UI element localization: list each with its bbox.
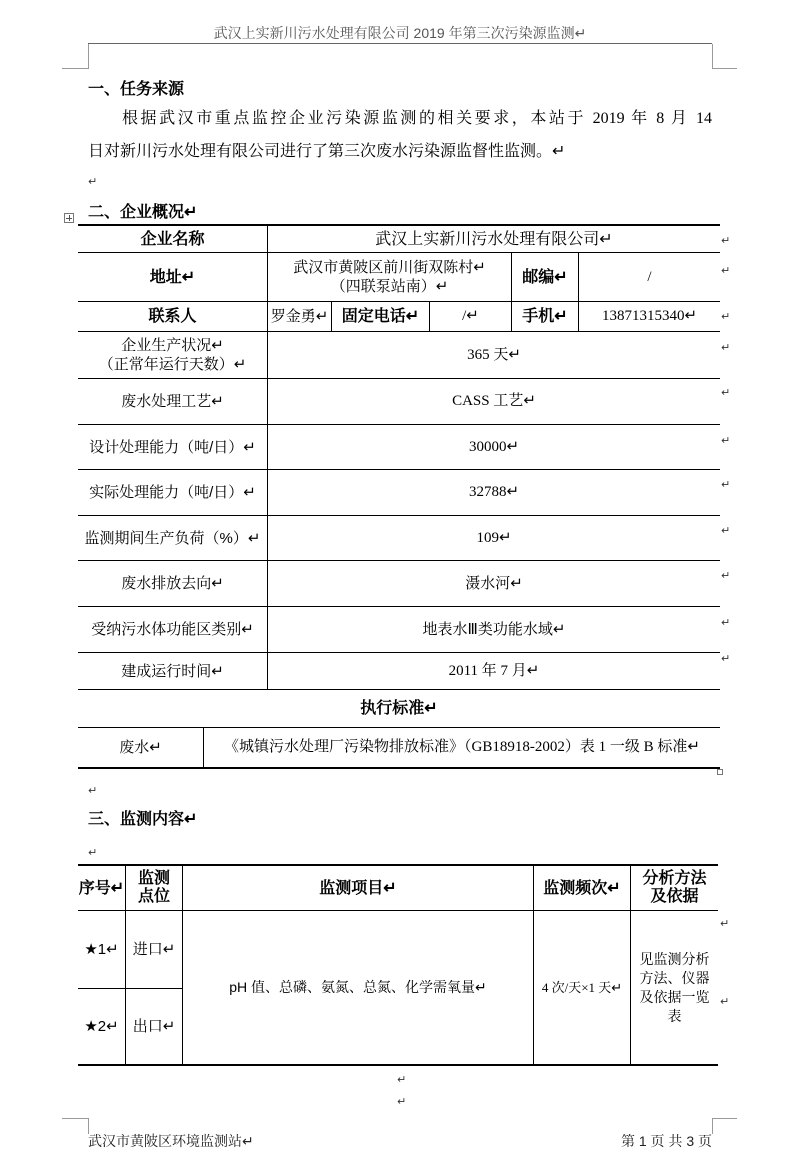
label-line: （正常年运行天数）↵ [98,356,247,373]
move-cross-icon [66,218,72,219]
monitoring-items: pH 值、总磷、氨氮、总氮、化学需氧量↵ [229,979,487,995]
label-line: 企业生产状况↵ [121,337,224,354]
header-line: 点位 [137,888,170,905]
section-heading-task-source: 一、任务来源 [88,81,185,98]
monitoring-point: 出口↵ [132,1018,176,1035]
column-header-no: 序号↵ [78,879,125,897]
section-heading-monitoring-content: 三、监测内容↵ [88,811,198,828]
column-header-item: 监测项目↵ [319,879,397,897]
row-number: ★1↵ [84,941,119,958]
row-end-mark: ↵ [721,569,731,582]
header-line: 监测 [137,870,170,887]
paragraph-mark: ↵ [88,846,98,859]
row-end-mark: ↵ [721,341,731,354]
paragraph-mark: ↵ [397,1095,407,1108]
contact-value: 罗金勇↵ [270,308,329,325]
table-resize-handle[interactable] [717,769,723,775]
address-label: 地址↵ [149,268,196,286]
crop-mark-bottom-right [712,1118,713,1134]
section-heading-company-overview: 二、企业概况↵ [88,204,198,221]
monitoring-frequency: 4 次/天×1 天↵ [541,980,623,995]
row-end-mark: ↵ [721,478,731,491]
mobile-value: 13871315340↵ [601,308,698,324]
paragraph-mark: ↵ [88,784,98,797]
treatment-process-value: CASS 工艺↵ [452,393,536,409]
water-function-class-value: 地表水Ⅲ类功能水域↵ [422,621,566,638]
row-end-mark: ↵ [721,434,731,447]
table-rule [78,767,720,769]
design-capacity-label: 设计处理能力（吨/日）↵ [89,438,256,456]
standard-value: 《城镇污水处理厂污染物排放标准》（GB18918-2002）表 1 一级 B 标准↵ [224,739,700,755]
column-header-point [126,866,182,910]
row-end-mark: ↵ [721,264,731,277]
postcode-value: / [647,268,652,285]
crop-mark-top-left [62,68,89,69]
load-value: 109↵ [476,529,512,546]
header-line: 分析方法 [642,870,707,887]
analysis-method: 见监测分析方法、仪器及依据一览表 [639,950,710,1024]
monitoring-point: 进口↵ [132,941,176,958]
company-name-label: 企业名称 [140,230,205,248]
postcode-label: 邮编↵ [522,268,568,286]
row-end-mark: ↵ [721,310,731,323]
phone-label: 固定电话↵ [341,308,420,325]
phone-value: /↵ [462,308,479,324]
operation-date-label: 建成运行时间↵ [121,662,224,680]
address-line: （四联泵站南）↵ [330,278,449,295]
design-capacity-value: 30000↵ [468,438,520,455]
page-header-title: 武汉上实新川污水处理有限公司 2019 年第三次污染源监测↵ [213,25,587,41]
production-status-value: 365 天↵ [467,346,521,363]
paragraph-line: 日对新川污水处理有限公司进行了第三次废水污染源监督性监测。↵ [88,143,566,160]
row-number: ★2↵ [84,1018,119,1035]
crop-mark-top-right [712,44,713,68]
paragraph-mark: ↵ [397,1073,407,1086]
row-end-mark: ↵ [721,616,731,629]
load-label: 监测期间生产负荷（%）↵ [84,529,261,547]
mobile-label: 手机↵ [522,308,568,325]
crop-mark-bottom-right [712,1118,737,1119]
row-end-mark: ↵ [721,524,731,537]
actual-capacity-value: 32788↵ [468,484,520,500]
treatment-process-label: 废水处理工艺↵ [121,393,224,410]
standard-heading: 执行标准↵ [360,700,438,717]
address-line: 武汉市黄陂区前川街双陈村↵ [293,259,486,276]
row-end-mark: ↵ [720,917,730,930]
row-end-mark: ↵ [721,652,731,665]
contact-label: 联系人 [148,308,197,325]
production-status-label [78,332,267,378]
column-header-frequency: 监测频次↵ [543,879,621,897]
operation-date-value: 2011 年 7 月↵ [448,662,540,679]
crop-mark-top-left [88,44,89,68]
standard-label: 废水↵ [119,739,162,756]
column-header-method [631,866,718,910]
crop-mark-bottom-left [88,1118,89,1134]
header-underline [88,43,712,44]
table-move-handle[interactable] [64,213,74,223]
footer-organization: 武汉市黄陂区环境监测站↵ [88,1133,254,1149]
discharge-destination-value: 滠水河↵ [465,575,523,592]
row-end-mark: ↵ [721,234,731,247]
row-end-mark: ↵ [721,386,731,399]
crop-mark-top-right [712,68,737,69]
row-end-mark: ↵ [720,995,730,1008]
analysis-method-cell [631,911,718,1064]
company-name-value: 武汉上实新川污水处理有限公司↵ [375,230,613,248]
actual-capacity-label: 实际处理能力（吨/日）↵ [89,484,256,501]
crop-mark-bottom-left [62,1118,89,1119]
water-function-class-label: 受纳污水体功能区类别↵ [91,621,254,638]
paragraph-mark: ↵ [88,175,98,188]
address-value [268,253,511,301]
footer-page-number: 第 1 页 共 3 页 [620,1133,712,1149]
table-rule [78,1064,718,1066]
paragraph-line: 根据武汉市重点监控企业污染源监测的相关要求，本站于 2019 年 8 月 14 [122,110,712,127]
discharge-destination-label: 废水排放去向↵ [121,575,224,592]
header-line: 及依据 [650,888,699,905]
